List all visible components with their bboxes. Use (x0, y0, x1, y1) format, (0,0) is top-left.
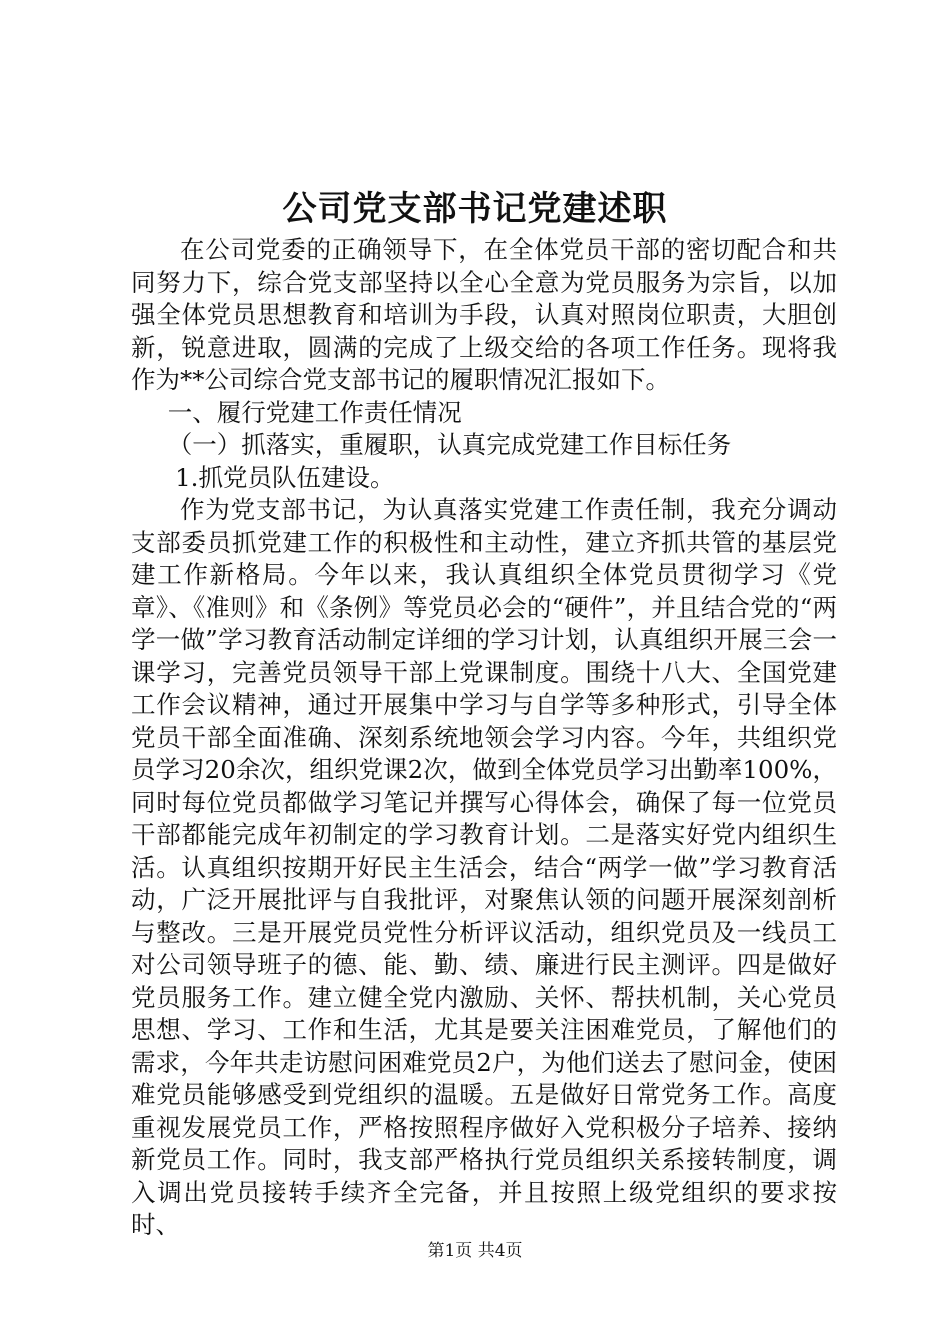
document-body (131, 234, 837, 1242)
item-heading: 1.抓党员队伍建设。 (175, 462, 395, 492)
section-heading: 一、履行党建工作责任情况 (167, 397, 462, 427)
subsection-heading: （一）抓落实，重履职，认真完成党建工作目标任务 (167, 430, 732, 459)
document-title: 公司党支部书记党建述职 (282, 189, 668, 229)
page-number: 第1页 共4页 (427, 1241, 523, 1261)
intro-paragraph: 在公司党委的正确领导下，在全体党员干部的密切配合和共同努力下，综合党支部坚持以全心全意为党员服务为宗旨，以加强全体党员思想教育和培训为手段，认真对照岗位职责，大胆创新，锐意进取，圆满的完成了上级交给的各项工作任务。现将我作为**公司综合党支部书记的履职情况汇报如下。 (131, 235, 837, 394)
body-paragraph: 作为党支部书记，为认真落实党建工作责任制，我充分调动支部委员抓党建工作的积极性和主动性，建立齐抓共管的基层党建工作新格局。今年以来，我认真组织全体党员贯彻学习《党章》、《准则》和《条例》等党员必会的“硬件”，并且结合党的“两学一做”学习教育活动制定详细的学习计划，认真组织开展三会一课学习，完善党员领导干部上党课制度。围绕十八大、全国党建工作会议精神，通过开展集中学习与自学等多种形式，引导全体党员干部全面准确、深刻系统地领会学习内容。今年，共组织党员学习20余次，组织党课2次，做到全体党员学习出勤率100%，同时每位党员都做学习笔记并撰写心得体会，确保了每一位党员干部都能完成年初制定的学习教育计划。二是落实好党内组织生活。认真组织按期开好民主生活会，结合“两学一做”学习教育活动，广泛开展批评与自我批评，对聚焦认领的问题开展深刻剖析与整改。三是开展党员党性分析评议活动，组织党员及一线员工对公司领导班子的德、能、勤、绩、廉进行民主测评。四是做好党员服务工作。建立健全党内激励、关怀、帮扶机制，关心党员思想、学习、工作和生活，尤其是要关注困难党员，了解他们的需求，今年共走访慰问困难党员2户，为他们送去了慰问金，使困难党员能够感受到党组织的温暖。五是做好日常党务工作。高度重视发展党员工作，严格按照程序做好入党积极分子培养、接纳新党员工作。同时，我支部严格执行党员组织关系接转制度，调入调出党员接转手续齐全完备，并且按照上级党组织的要求按时、 (131, 495, 837, 1239)
